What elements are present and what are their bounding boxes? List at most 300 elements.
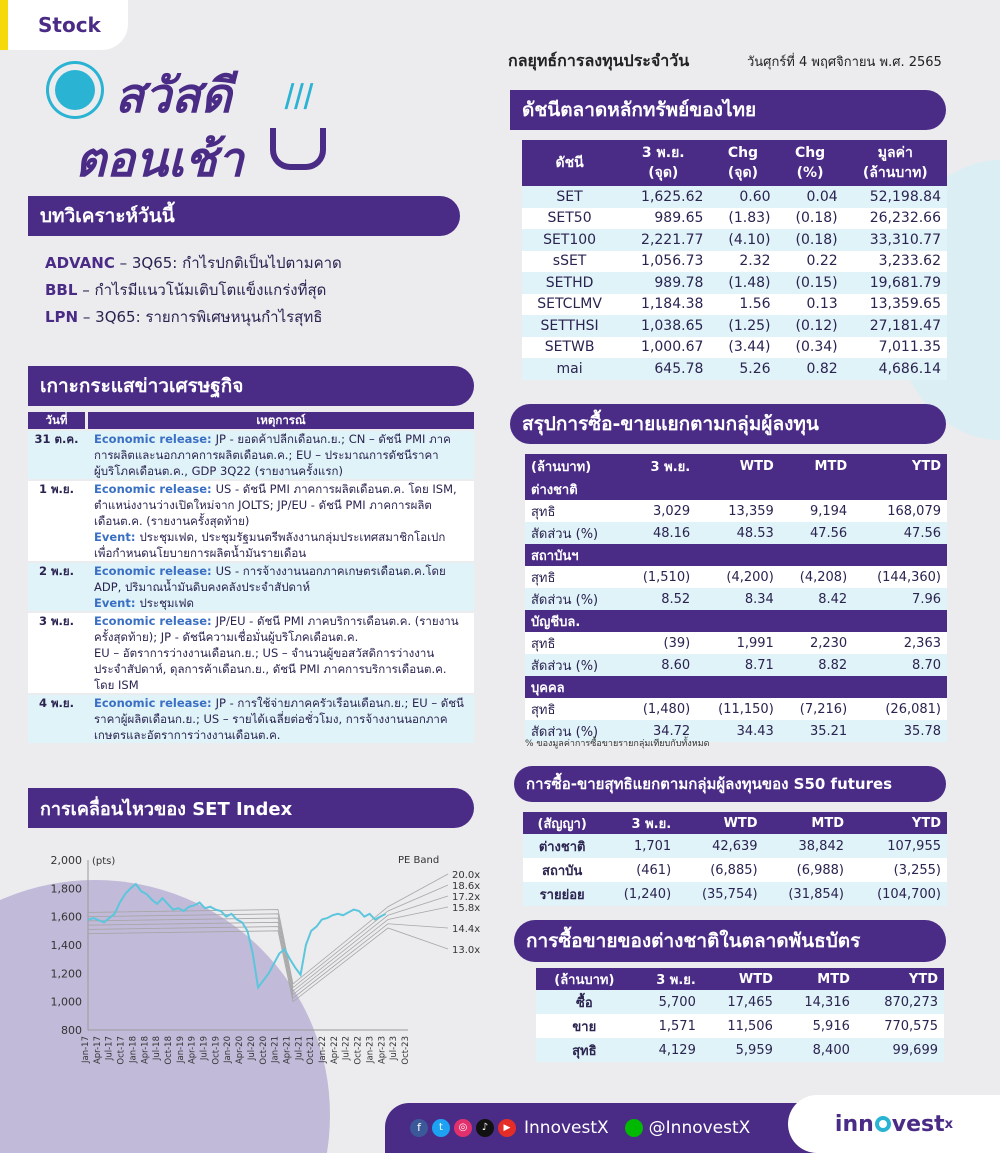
bond-value: 870,273	[884, 994, 938, 1010]
econ-event-line	[94, 529, 474, 545]
econ-event-line	[94, 595, 474, 611]
indices-header-cell	[709, 140, 776, 186]
investor-header-cell: MTD	[814, 458, 848, 474]
logo-circle-icon	[875, 1116, 891, 1132]
econ-event-label: Event:	[94, 596, 136, 610]
econ-event	[88, 563, 474, 611]
x-tick-label: Jan-18	[128, 1036, 139, 1063]
investor-value: 1,991	[736, 635, 774, 651]
investor-value: (26,081)	[885, 701, 941, 717]
investor-row-label: สัดส่วน (%)	[531, 724, 599, 740]
investor-header-cell: (ล้านบาท)	[531, 459, 592, 475]
greeting-line1: สวัสดี	[115, 68, 232, 124]
investor-value: 168,079	[887, 503, 941, 519]
indices-header-cell	[777, 140, 844, 186]
econ-col-date: วันที่	[28, 412, 85, 429]
investor-row-label: สัดส่วน (%)	[531, 658, 599, 674]
x-tick-label: Oct-20	[258, 1036, 269, 1065]
investor-value: 8.71	[744, 657, 774, 673]
investor-value: 8.60	[661, 657, 691, 673]
s50-row-label: รายย่อย	[539, 887, 585, 903]
s50-value: 42,639	[712, 838, 758, 854]
econ-event-line	[94, 497, 474, 513]
index-value: 1,038.65	[641, 317, 704, 334]
investor-value: 48.16	[652, 525, 691, 541]
x-tick-label: Jul-19	[199, 1036, 210, 1061]
investor-value: (7,216)	[799, 701, 848, 717]
indices-row[interactable]	[522, 229, 947, 251]
s50-header-cell: (สัญญา)	[537, 816, 587, 832]
index-value: (1.83)	[728, 210, 771, 227]
index-value: 13,359.65	[869, 296, 941, 313]
index-value: 5.26	[739, 360, 771, 377]
econ-row	[28, 695, 474, 743]
bond-row[interactable]	[536, 990, 944, 1014]
econ-date: 4 พ.ย.	[38, 696, 75, 710]
investor-value: 48.53	[736, 525, 774, 541]
s50-header-row	[523, 812, 947, 834]
index-value: 989.78	[654, 274, 704, 291]
econ-event-label: Economic release:	[94, 432, 212, 446]
line-icon[interactable]	[625, 1119, 643, 1137]
tiktok-icon[interactable]: ♪	[476, 1119, 494, 1137]
econ-event-text: ครั้งสุดท้าย); JP - ดัชนีความเชื่อมั่นผู้บริโภคเดือนต.ค.	[94, 630, 359, 644]
s50-value: (104,700)	[877, 886, 941, 902]
investor-group-row	[525, 676, 947, 698]
s50-row[interactable]	[523, 858, 947, 882]
investor-group-name: ต่างชาติ	[531, 482, 578, 498]
econ-row	[28, 563, 474, 611]
s50-header-cell: MTD	[811, 815, 844, 831]
s50-value: 38,842	[798, 838, 844, 854]
index-value: 52,198.84	[869, 188, 941, 205]
econ-date: 2 พ.ย.	[38, 564, 75, 578]
y-tick-label: 1,400	[50, 939, 82, 952]
index-value: (0.18)	[795, 231, 838, 248]
econ-event-text: ผู้บริโภคเดือนต.ค., GDP 3Q22 (รายงานครั้งแรก)	[94, 464, 343, 478]
x-tick-label: Jan-19	[175, 1036, 186, 1063]
indices-header-cell	[522, 140, 617, 186]
indices-header-cell	[844, 140, 947, 186]
investor-title: สรุปการซื้อ-ขายแยกตามกลุ่มผู้ลงทุน	[522, 413, 819, 435]
index-value: 2,221.77	[641, 231, 704, 248]
s50-header-cell: YTD	[911, 815, 941, 831]
investor-header-row	[525, 454, 947, 478]
indices-row[interactable]	[522, 208, 947, 230]
index-value: 26,232.66	[869, 210, 941, 227]
econ-event-line	[94, 447, 474, 463]
s50-row[interactable]	[523, 834, 947, 858]
bond-value: 1,571	[658, 1018, 696, 1034]
investor-row[interactable]	[525, 654, 947, 676]
x-tick-label: Jan-20	[223, 1036, 234, 1063]
x-tick-label: Apr-17	[92, 1036, 103, 1065]
econ-event	[88, 613, 474, 693]
investor-row-label: สุทธิ	[531, 636, 556, 652]
investor-value: (4,200)	[726, 569, 774, 585]
s50-header-cell: 3 พ.ย.	[631, 816, 672, 832]
pe-band-label: 14.4x	[452, 924, 480, 935]
bond-value: 4,129	[658, 1042, 696, 1058]
investor-row[interactable]	[525, 566, 947, 588]
index-value: (0.34)	[795, 339, 838, 356]
investor-row-label: สัดส่วน (%)	[531, 526, 599, 542]
investor-row-label: สุทธิ	[531, 570, 556, 586]
investor-value: (11,150)	[718, 701, 774, 717]
facebook-icon[interactable]: f	[410, 1119, 428, 1137]
econ-event-label: Economic release:	[94, 696, 212, 710]
pe-band-label: 13.0x	[452, 945, 480, 956]
bond-header-row	[536, 968, 944, 990]
econ-event-line	[94, 661, 474, 677]
investor-value: (39)	[663, 635, 691, 651]
econ-event-text: ราคาผู้ผลิตเดือนก.ย.; US – รายได้เฉลี่ยต่อชั่วโมง, การจ้างงานนอกภาค	[94, 712, 448, 726]
s50-row-label: สถาบัน	[542, 863, 583, 879]
bond-value: 14,316	[804, 994, 850, 1010]
investor-value: (144,360)	[877, 569, 941, 585]
index-value: 27,181.47	[869, 317, 941, 334]
x-tick-label: Jul-17	[104, 1036, 115, 1061]
index-value: (0.18)	[795, 210, 838, 227]
index-value: 1,184.38	[641, 296, 704, 313]
index-value: 3,233.62	[878, 253, 941, 270]
investor-value: 34.72	[652, 723, 691, 739]
econ-event-line	[94, 727, 474, 743]
analysis-ticker: BBL	[45, 281, 78, 299]
indices-row[interactable]	[522, 186, 947, 208]
index-value: 1,056.73	[641, 253, 704, 270]
investor-value: (1,480)	[642, 701, 691, 717]
report-date: วันศุกร์ที่ 4 พฤศจิกายน พ.ศ. 2565	[747, 55, 942, 70]
index-name: SETHD	[545, 274, 594, 291]
analysis-ticker: LPN	[45, 308, 79, 326]
analysis-title-bar	[28, 196, 460, 236]
index-value: (1.25)	[728, 317, 771, 334]
x-tick-label: Oct-21	[306, 1036, 317, 1065]
analysis-list	[45, 250, 342, 331]
econ-title-bar	[28, 366, 474, 406]
y-tick-label: 1,600	[50, 910, 82, 924]
x-tick-label: Jan-23	[365, 1036, 376, 1063]
pe-legend-title: PE Band	[398, 855, 440, 866]
econ-event-label: Event:	[94, 530, 136, 544]
instagram-icon[interactable]: ◎	[454, 1119, 472, 1137]
econ-row	[28, 613, 474, 693]
x-tick-label: Jan-22	[318, 1036, 329, 1063]
index-name: SET100	[543, 231, 597, 248]
s50-value: (31,854)	[788, 886, 844, 902]
pe-band-line	[88, 896, 448, 991]
bond-value: 770,575	[884, 1018, 938, 1034]
econ-event-line	[94, 629, 474, 645]
bond-row-label: สุทธิ	[572, 1043, 597, 1059]
investor-row-label: สัดส่วน (%)	[531, 592, 599, 608]
index-value: 1,625.62	[641, 188, 704, 205]
indices-row[interactable]	[522, 315, 947, 337]
indices-title: ดัชนีตลาดหลักทรัพย์ของไทย	[522, 99, 757, 121]
investor-header-cell: WTD	[739, 458, 774, 474]
bond-table	[536, 968, 944, 1062]
stock-tag-label: Stock	[38, 13, 101, 37]
investor-value: 8.52	[661, 591, 691, 607]
econ-event-line	[94, 579, 474, 595]
s50-title-bar	[514, 766, 946, 802]
investor-value: 2,363	[903, 635, 941, 651]
youtube-icon[interactable]: ▶	[498, 1119, 516, 1137]
bond-header-cell: MTD	[817, 971, 850, 987]
x-tick-label: Apr-21	[282, 1036, 293, 1065]
x-tick-label: Oct-23	[401, 1036, 411, 1065]
investor-row[interactable]	[525, 588, 947, 610]
investor-value: 34.43	[736, 723, 774, 739]
bond-row-label: ขาย	[572, 1019, 597, 1035]
greeting-line2: ตอนเช้า	[75, 132, 244, 188]
pe-band-label: 20.0x	[452, 870, 480, 881]
index-value: 0.60	[739, 188, 771, 205]
econ-event-text: ประชุมเฟด, ประชุมรัฐมนตรีพลังงานกลุ่มประเทศสมาชิกโอเปก	[139, 530, 446, 544]
twitter-icon[interactable]: t	[432, 1119, 450, 1137]
investor-value: 9,194	[809, 503, 848, 519]
index-value: 0.04	[806, 188, 838, 205]
index-value: 0.13	[806, 296, 838, 313]
bond-row[interactable]	[536, 1038, 944, 1062]
econ-event	[88, 695, 474, 743]
investor-value: (4,208)	[799, 569, 848, 585]
investor-row-label: สุทธิ	[531, 702, 556, 718]
bond-value: 5,700	[658, 994, 696, 1010]
econ-event-line	[94, 481, 474, 497]
investor-row-label: สุทธิ	[531, 504, 556, 520]
econ-event-line	[94, 613, 474, 629]
econ-event	[88, 481, 474, 561]
bond-header-cell: WTD	[738, 971, 773, 987]
header-line: (จุด)	[727, 165, 758, 181]
s50-value: (6,988)	[796, 862, 844, 878]
econ-event-line	[94, 711, 474, 727]
x-tick-label: Apr-22	[329, 1036, 340, 1065]
econ-event-text: ADP, ปริมาณน้ำมันดิบคงคลังประจำสัปดาห์	[94, 580, 311, 594]
index-value: 33,310.77	[869, 231, 941, 248]
investor-row[interactable]	[525, 500, 947, 522]
y-tick-label: 2,000	[50, 854, 82, 867]
s50-value: (3,255)	[893, 862, 941, 878]
investor-value: 2,230	[809, 635, 848, 651]
index-name: SETTHSI	[540, 317, 599, 334]
econ-event-text: EU – อัตราการว่างงานเดือนก.ย.; US – จำนวนผู้ขอสวัสดิการว่างงาน	[94, 646, 435, 660]
y-axis-label: (pts)	[92, 856, 116, 867]
investor-value: 8.42	[818, 591, 848, 607]
x-tick-label: Apr-19	[187, 1036, 198, 1065]
index-value: (4.10)	[728, 231, 771, 248]
investor-value: 3,029	[652, 503, 691, 519]
investor-row[interactable]	[525, 698, 947, 720]
bond-value: 5,959	[735, 1042, 773, 1058]
indices-row[interactable]	[522, 294, 947, 316]
x-tick-label: Oct-17	[116, 1036, 127, 1065]
strategy-title: กลยุทธ์การลงทุนประจำวัน	[508, 51, 690, 70]
indices-row[interactable]	[522, 272, 947, 294]
econ-event-text: US - การจ้างงานนอกภาคเกษตรเดือนต.ค.โดย	[215, 564, 446, 578]
header-line: Chg	[794, 145, 826, 161]
investor-value: 35.21	[809, 723, 848, 739]
index-name: mai	[556, 360, 583, 377]
x-tick-label: Jan-17	[81, 1036, 91, 1063]
econ-table	[28, 412, 474, 743]
s50-value: 107,955	[887, 838, 941, 854]
index-value: 1,000.67	[641, 339, 704, 356]
set-index-chart	[40, 845, 480, 1095]
index-value: 0.22	[806, 253, 838, 270]
econ-event-label: Economic release:	[94, 564, 212, 578]
index-value: 19,681.79	[869, 274, 941, 291]
econ-col-event: เหตุการณ์	[88, 412, 474, 429]
s50-table	[523, 812, 947, 906]
index-name: SETWB	[544, 339, 595, 356]
econ-event-line	[94, 513, 474, 529]
econ-event-line	[94, 695, 474, 711]
indices-title-bar	[510, 90, 946, 130]
index-name: SET50	[547, 210, 592, 227]
x-tick-label: Jul-18	[152, 1036, 163, 1061]
index-value: 645.78	[654, 360, 704, 377]
econ-event-text: เพื่อกำหนดนโยบายการผลิตน้ำมันรายเดือน	[94, 546, 307, 560]
set-chart-title-bar	[28, 788, 474, 828]
econ-event-line	[94, 431, 474, 447]
s50-value: (1,240)	[623, 886, 672, 902]
econ-event-label: Economic release:	[94, 614, 212, 628]
bond-value: 11,506	[727, 1018, 773, 1034]
investor-value: 8.82	[818, 657, 848, 673]
econ-event-line	[94, 463, 474, 479]
investor-value: 47.56	[809, 525, 848, 541]
econ-event-line	[94, 677, 474, 693]
innovestx-logo: inn vest x	[788, 1095, 1000, 1153]
index-value: 7,011.35	[878, 339, 941, 356]
analysis-title: บทวิเคราะห์วันนี้	[40, 205, 175, 227]
index-value: 0.82	[806, 360, 838, 377]
econ-rows	[28, 431, 474, 743]
econ-event-text: เดือนต.ค. (รายงานครั้งสุดท้าย)	[94, 514, 250, 528]
analysis-item[interactable]: LPN – 3Q65: รายการพิเศษหนุนกำไรสุทธิ	[45, 308, 323, 326]
pe-band-label: 15.8x	[452, 903, 480, 914]
index-value: (0.15)	[795, 274, 838, 291]
indices-row[interactable]	[522, 337, 947, 359]
bond-row[interactable]	[536, 1014, 944, 1038]
footer-handle[interactable]: @InnovestX	[648, 1118, 751, 1138]
x-tick-label: Jan-21	[270, 1036, 281, 1063]
econ-event-line	[94, 645, 474, 661]
bond-value: 99,699	[892, 1042, 938, 1058]
indices-row[interactable]	[522, 358, 947, 380]
indices-row[interactable]	[522, 251, 947, 273]
s50-row[interactable]	[523, 882, 947, 906]
x-tick-label: Jul-23	[389, 1036, 400, 1061]
header-line: 3 พ.ย.	[641, 145, 685, 161]
bond-title-bar	[514, 920, 946, 962]
investor-row[interactable]	[525, 632, 947, 654]
investor-group-row	[525, 544, 947, 566]
index-name: sSET	[552, 253, 587, 270]
econ-header-row	[28, 412, 474, 429]
econ-row	[28, 431, 474, 479]
header-line: (ล้านบาท)	[862, 165, 928, 181]
econ-date: 1 พ.ย.	[38, 482, 75, 496]
index-value: (0.12)	[795, 317, 838, 334]
analysis-item[interactable]: ADVANC – 3Q65: กำไรปกติเป็นไปตามคาด	[45, 254, 342, 272]
indices-header-row	[522, 140, 947, 186]
econ-event-text: การผลิตและนอกภาคการผลิตเดือนต.ค.; EU – ประมาณการดัชนีราคา	[94, 448, 439, 462]
investor-header-cell: 3 พ.ย.	[650, 459, 691, 475]
steam-icon: |||	[280, 80, 318, 110]
econ-event-text: JP - การใช้จ่ายภาคครัวเรือนเดือนก.ย.; EU – ดัชนี	[215, 696, 464, 710]
set-chart-title: การเคลื่อนไหวของ SET Index	[40, 798, 293, 820]
econ-title: เกาะกระแสข่าวเศรษฐกิจ	[40, 375, 244, 397]
investor-group-row	[525, 610, 947, 632]
sun-icon	[55, 70, 95, 110]
econ-event-line	[94, 545, 474, 561]
s50-row-label: ต่างชาติ	[538, 839, 586, 855]
econ-date: 31 ต.ค.	[34, 432, 79, 446]
investor-value: 13,359	[728, 503, 774, 519]
bond-row-label: ซื้อ	[576, 995, 593, 1011]
investor-value: 35.78	[903, 723, 941, 739]
x-tick-label: Oct-18	[163, 1036, 174, 1065]
investor-table	[525, 454, 947, 742]
econ-event-text: ประจำสัปดาห์, ดุลการค้าเดือนก.ย., ดัชนี PMI ภาคการบริการเดือนต.ค.	[94, 662, 447, 676]
indices-table	[522, 140, 947, 380]
econ-event	[88, 431, 474, 479]
x-tick-label: Jul-20	[246, 1036, 257, 1061]
pe-band-line	[88, 885, 448, 988]
x-tick-label: Apr-23	[377, 1036, 388, 1065]
s50-value: 1,701	[633, 838, 672, 854]
indices-header-cell	[617, 140, 709, 186]
investor-value: 47.56	[903, 525, 941, 541]
y-tick-label: 1,800	[50, 882, 82, 896]
econ-event-text: ตำแหน่งงานว่างเปิดใหม่จาก JOLTS; JP/EU - ดัชนี PMI ภาคการผลิต	[94, 498, 432, 512]
bond-value: 17,465	[727, 994, 773, 1010]
econ-date: 3 พ.ย.	[38, 614, 75, 628]
investor-value: 7.96	[912, 591, 941, 607]
index-value: 4,686.14	[878, 360, 941, 377]
index-name: SETCLMV	[537, 296, 602, 313]
bond-value: 8,400	[812, 1042, 850, 1058]
pe-band-line	[88, 928, 448, 1002]
s50-header-cell: WTD	[723, 815, 758, 831]
analysis-item[interactable]: BBL – กำไรมีแนวโน้มเติบโตแข็งแกร่งที่สุด	[45, 281, 327, 299]
x-tick-label: Oct-19	[211, 1036, 222, 1065]
econ-event-text: เกษตรและอัตราการว่างงานเดือนต.ค.	[94, 728, 281, 742]
y-tick-label: 800	[61, 1024, 82, 1037]
investor-note: % ของมูลค่าการซื้อขายรายกลุ่มเทียบกับทั้งหมด	[525, 739, 710, 749]
x-tick-label: Jul-21	[294, 1036, 305, 1061]
pe-band-label: 18.6x	[452, 881, 480, 892]
bond-header-cell: 3 พ.ย.	[656, 972, 696, 988]
s50-value: (6,885)	[710, 862, 758, 878]
investor-title-bar	[510, 404, 946, 444]
investor-group-name: บัญชีบล.	[531, 614, 581, 630]
econ-event-line	[94, 563, 474, 579]
pe-band-label: 17.2x	[452, 892, 480, 903]
investor-header-cell: YTD	[911, 458, 941, 474]
investor-value: 8.70	[912, 657, 941, 673]
investor-row[interactable]	[525, 522, 947, 544]
index-value: 2.32	[739, 253, 771, 270]
footer-brand[interactable]: InnovestX	[524, 1118, 609, 1138]
header-line: Chg	[727, 145, 759, 161]
index-value: 989.65	[654, 210, 704, 227]
investor-value: (1,510)	[642, 569, 691, 585]
